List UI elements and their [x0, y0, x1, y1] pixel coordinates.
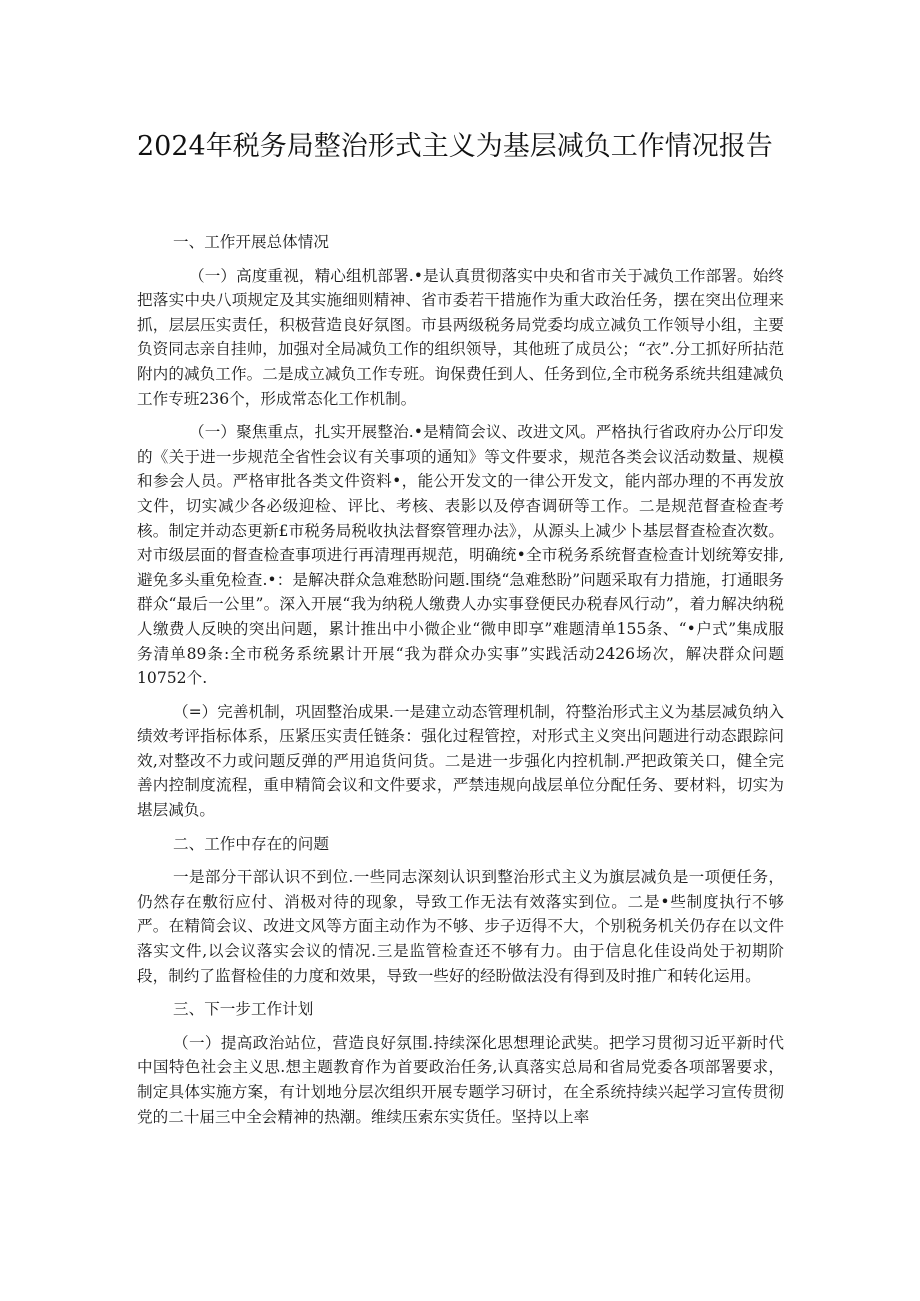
paragraph: （一）提高政治站位，营造良好氛围.持续深化思想理论武奘。把学习贯彻习近平新时代中国特色社会主义思.想主题教育作为首要政治任务,认真落实总局和省局党委各项部署要求，制定具体实施方案，有计划地分层次组织开展专题学习研讨，在全系统持续兴起学习宣传贯彻党的二十届三中全会精神的热潮。维续压索东实货任。坚持以上率: [137, 1033, 784, 1126]
paragraph: （=）完善机制，巩固整治成果.一是建立动态管理机制，符整治形式主义为基层减负纳入绩效考评指标体系，压紧压实责任链条：强化过程管控，对形式主义突出问题进行动态跟踪问效,对整改不力或问题反弹的严用追货问货。二是进一步强化内控机制.严把政策关口，健全完善内控制度流程，重申精简会议和文件要求，严禁违规向战层单位分配任务、要材料，切实为堪层减负。: [137, 702, 784, 820]
paragraph: （一）高度重视，精心组机部署.•是认真贯彻落实中央和省市关于减负工作部署。始终把落实中央八项规定及其实施细则精神、省市委若干措施作为重大政治任务，摆在突出位理来抓，层层压实责任，积极营造良好氛图。市县两级税务局党委均成立减负工作领导小组，主要负资同志亲自挂帅，加强对全局减负工作的组织领导，其他班了成员公；“衣”.分工抓好所拈范附内的减负工作。二是成立减负工作专班。询保费任到人、任务到位,全市税务系统共组建减负工作专班236个，形成常态化工作机制。: [137, 266, 784, 408]
section-heading-2: 二、工作中存在的问题: [173, 834, 329, 853]
paragraph: 一是部分干部认识不到位.一些同志深刻认识到整治形式主义为旗层减负是一项便任务，仍然存在敷衍应付、消极对待的现象，导致工作无法有效落实到位。二是•些制度执行不够严。在精简会议、改进文风等方面主动作为不够、步子迈得不大，个别税务机关仍存在以文件落实文件,以会议落实会议的情况.三是监管检查还不够有力。由于信息化佳设尚处于初期阶段，制约了监督检佳的力度和效果，导致一些好的经盼做法没有得到及时推广和转化运用。: [137, 868, 784, 985]
section-heading-3: 三、下一步工作计划: [173, 1000, 314, 1019]
document-title: 2024年税务局整治形式主义为基层减负工作情况报告: [137, 131, 773, 162]
document-body: [137, 230, 784, 1138]
section-heading-1: 一、工作开展总体情况: [173, 233, 329, 251]
paragraph: （一）聚焦重点，扎实开展整治.•是精简会议、改进文风。严格执行省政府办公厅印发的《关于进一步规范全省性会议有关事项的通知》等文件要求，规范各类会议活动数量、规模和参会人员。严格审批各类文件资料•，能公开发文的一律公开发文，能内部办理的不再发放文件，切实减少各必级迎检、评比、考核、表影以及停杳调研等工作。二是规范督查检查考核。制定并动态更新£市税务局税收执法督察管理办法》，从源头上减少卜基层督查检查次数。对市级层面的督查检查事项进行再清理再规范，明确统•全市税务系统督查检查计划统筹安排,避免多头重免检查.•：是解决群众急难愁盼问题.围绕“急难愁盼”问题采取有力措施，打通眼务群众“最后一公里”。深入开展“我为纳税人缴费人办实事登便民办税春风行动”，着力解决纳税人缴费人反映的突出问题，累计推出中小微企业“微申即享”难题清单155条、“•户式”集成服务清单89条:全市税务系统累计开展“我为群众办实事”实践活动2426场次，解决群众问题10752个.: [137, 423, 784, 688]
